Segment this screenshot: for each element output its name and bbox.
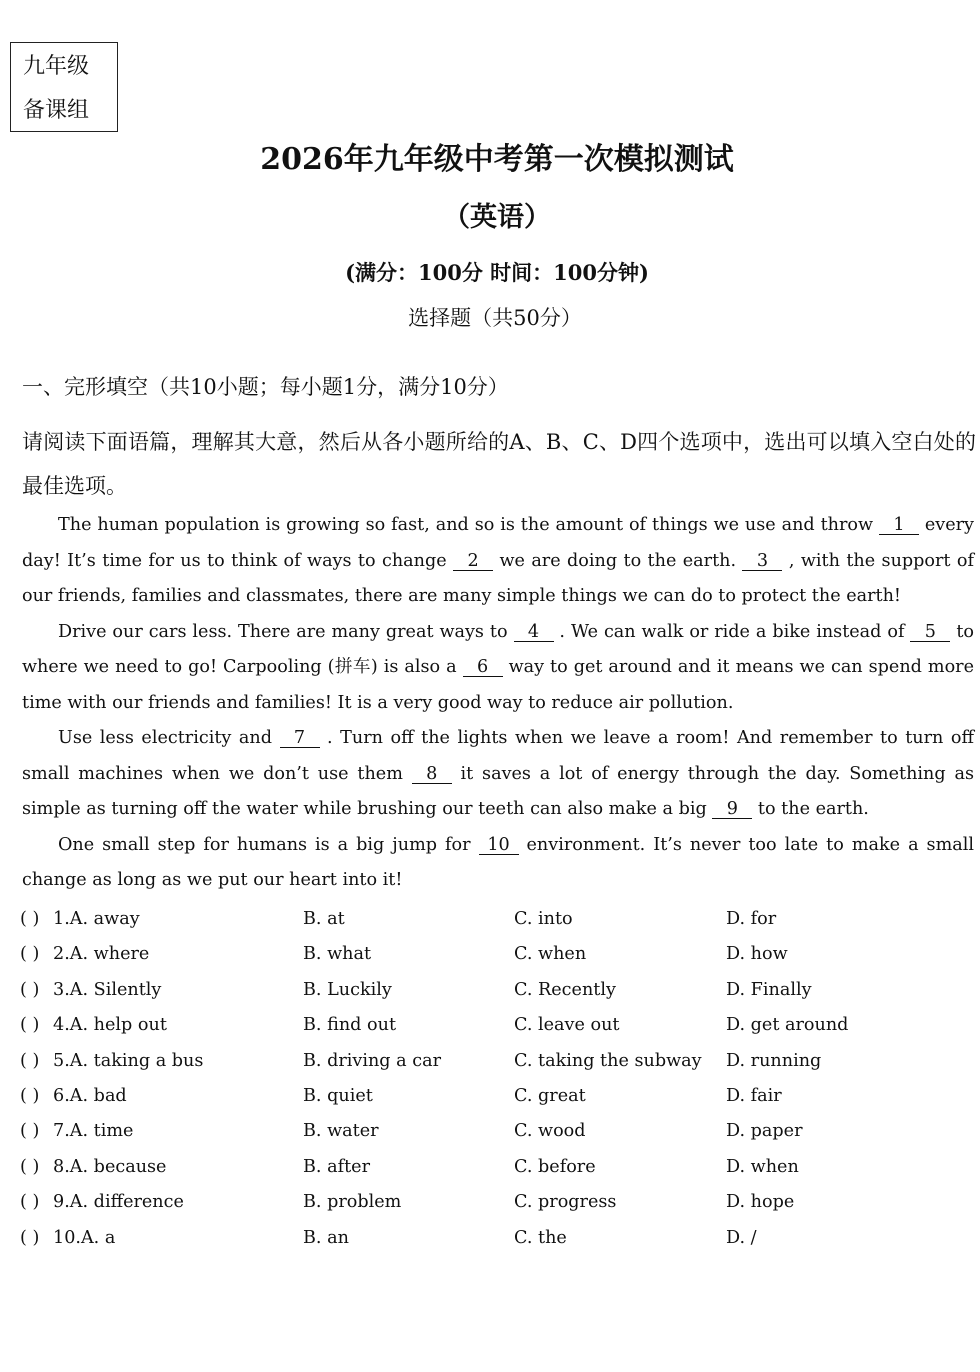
option-b: B. water	[303, 1121, 379, 1142]
option-b: B. quiet	[303, 1085, 373, 1106]
blank-2: 2	[453, 552, 493, 571]
option-a: 10.A. a	[53, 1227, 116, 1248]
blank-8: 8	[412, 765, 452, 784]
option-a: 9.A. difference	[53, 1192, 184, 1213]
option-b: B. Luckily	[303, 979, 392, 1000]
question-row	[20, 1044, 960, 1079]
option-a: 1.A. away	[53, 909, 140, 929]
blank-10: 10	[479, 836, 519, 855]
option-d: D. hope	[726, 1192, 795, 1213]
blank-1: 1	[879, 516, 919, 535]
answer-bracket[interactable]: ( )	[20, 1192, 40, 1213]
question-row	[20, 1079, 960, 1114]
option-c: C. progress	[514, 1192, 617, 1213]
question-row	[20, 1185, 960, 1220]
option-b: B. driving a car	[303, 1050, 442, 1071]
option-c: C. taking the subway	[514, 1050, 702, 1071]
blank-6: 6	[463, 658, 503, 677]
option-d: D. running	[726, 1050, 822, 1071]
section-directions: 请阅读下面语篇，理解其大意，然后从各小题所给的A、B、C、D四个选项中，选出可以填入空白处的最佳选项。	[22, 430, 976, 498]
cloze-passage	[22, 508, 974, 899]
option-c: C. when	[514, 944, 587, 965]
question-row	[20, 973, 960, 1008]
option-d: D. when	[726, 1156, 799, 1177]
option-d: D. /	[726, 1227, 757, 1248]
answer-options-list	[20, 902, 960, 1256]
question-row	[20, 1114, 960, 1149]
choice-section-title: 选择题（共50分）	[408, 306, 582, 330]
option-c: C. the	[514, 1227, 567, 1248]
passage-paragraph: Drive our cars less. There are many great ways to 4 . We can walk or ride a bike instead of 5 to where we need to go! Carpooling (拼车) is also a 6 way to get around and it means we can spend more time with our friends and families! It is a very good way to reduce air pollution.	[22, 621, 975, 713]
question-row	[20, 1221, 960, 1256]
question-row	[20, 937, 960, 972]
option-b: B. find out	[303, 1015, 397, 1036]
answer-bracket[interactable]: ( )	[20, 979, 40, 1000]
answer-bracket[interactable]: ( )	[20, 944, 40, 965]
answer-bracket[interactable]: ( )	[20, 909, 40, 929]
stamp-line-grade: 九年级	[23, 54, 90, 79]
option-c: C. leave out	[514, 1015, 620, 1036]
option-b: B. what	[303, 944, 372, 965]
option-d: D. for	[726, 909, 777, 929]
option-b: B. at	[303, 909, 345, 929]
option-a: 7.A. time	[53, 1121, 134, 1142]
answer-bracket[interactable]: ( )	[20, 1156, 40, 1177]
option-c: C. Recently	[514, 979, 616, 1000]
exam-title: 2026年九年级中考第一次模拟测试	[260, 142, 734, 177]
option-d: D. fair	[726, 1085, 782, 1106]
answer-bracket[interactable]: ( )	[20, 1227, 40, 1248]
answer-bracket[interactable]: ( )	[20, 1085, 40, 1106]
option-d: D. paper	[726, 1121, 803, 1142]
score-time-info: (满分：100分 时间：100分钟)	[345, 260, 649, 285]
exam-subject: （英语）	[443, 202, 551, 233]
answer-bracket[interactable]: ( )	[20, 1015, 40, 1036]
option-d: D. Finally	[726, 979, 812, 1000]
blank-9: 9	[712, 800, 752, 819]
section-heading: 一、完形填空（共10小题；每小题1分，满分10分）	[22, 375, 509, 399]
option-d: D. how	[726, 944, 788, 965]
option-c: C. before	[514, 1156, 596, 1177]
option-a: 4.A. help out	[53, 1015, 167, 1036]
option-b: B. an	[303, 1227, 349, 1248]
blank-4: 4	[514, 623, 554, 642]
option-a: 5.A. taking a bus	[53, 1050, 204, 1071]
question-row	[20, 902, 960, 937]
option-a: 6.A. bad	[53, 1085, 127, 1106]
blank-3: 3	[742, 552, 782, 571]
option-a: 8.A. because	[53, 1156, 167, 1177]
group-stamp-box	[10, 42, 118, 132]
answer-bracket[interactable]: ( )	[20, 1050, 40, 1071]
option-c: C. wood	[514, 1121, 586, 1142]
blank-7: 7	[280, 729, 320, 748]
stamp-line-group: 备课组	[23, 98, 90, 123]
question-row	[20, 1150, 960, 1185]
answer-bracket[interactable]: ( )	[20, 1121, 40, 1142]
passage-paragraph: The human population is growing so fast, and so is the amount of things we use and throw 1 every day! It’s time for us to think of ways to change 2 we are doing to the earth. 3 , with the support of our friends, families and classmates, there are many simple things we can do to protect the earth!	[22, 515, 974, 606]
passage-paragraph: One small step for humans is a big jump for 10 environment. It’s never too late to make a small change as long as we put our heart into it!	[22, 834, 975, 890]
blank-5: 5	[910, 623, 950, 642]
option-b: B. problem	[303, 1192, 402, 1213]
option-a: 2.A. where	[53, 944, 150, 965]
option-c: C. into	[514, 909, 573, 929]
option-b: B. after	[303, 1156, 371, 1177]
option-a: 3.A. Silently	[53, 979, 162, 1000]
option-d: D. get around	[726, 1015, 849, 1036]
question-row	[20, 1008, 960, 1043]
passage-paragraph: Use less electricity and 7 . Turn off the lights when we leave a room! And remember to turn off small machines when we don’t use them 8 it saves a lot of energy through the day. Something as simple as turning off the water while brushing our teeth can also make a big 9 to the earth.	[22, 728, 974, 819]
option-c: C. great	[514, 1085, 586, 1106]
